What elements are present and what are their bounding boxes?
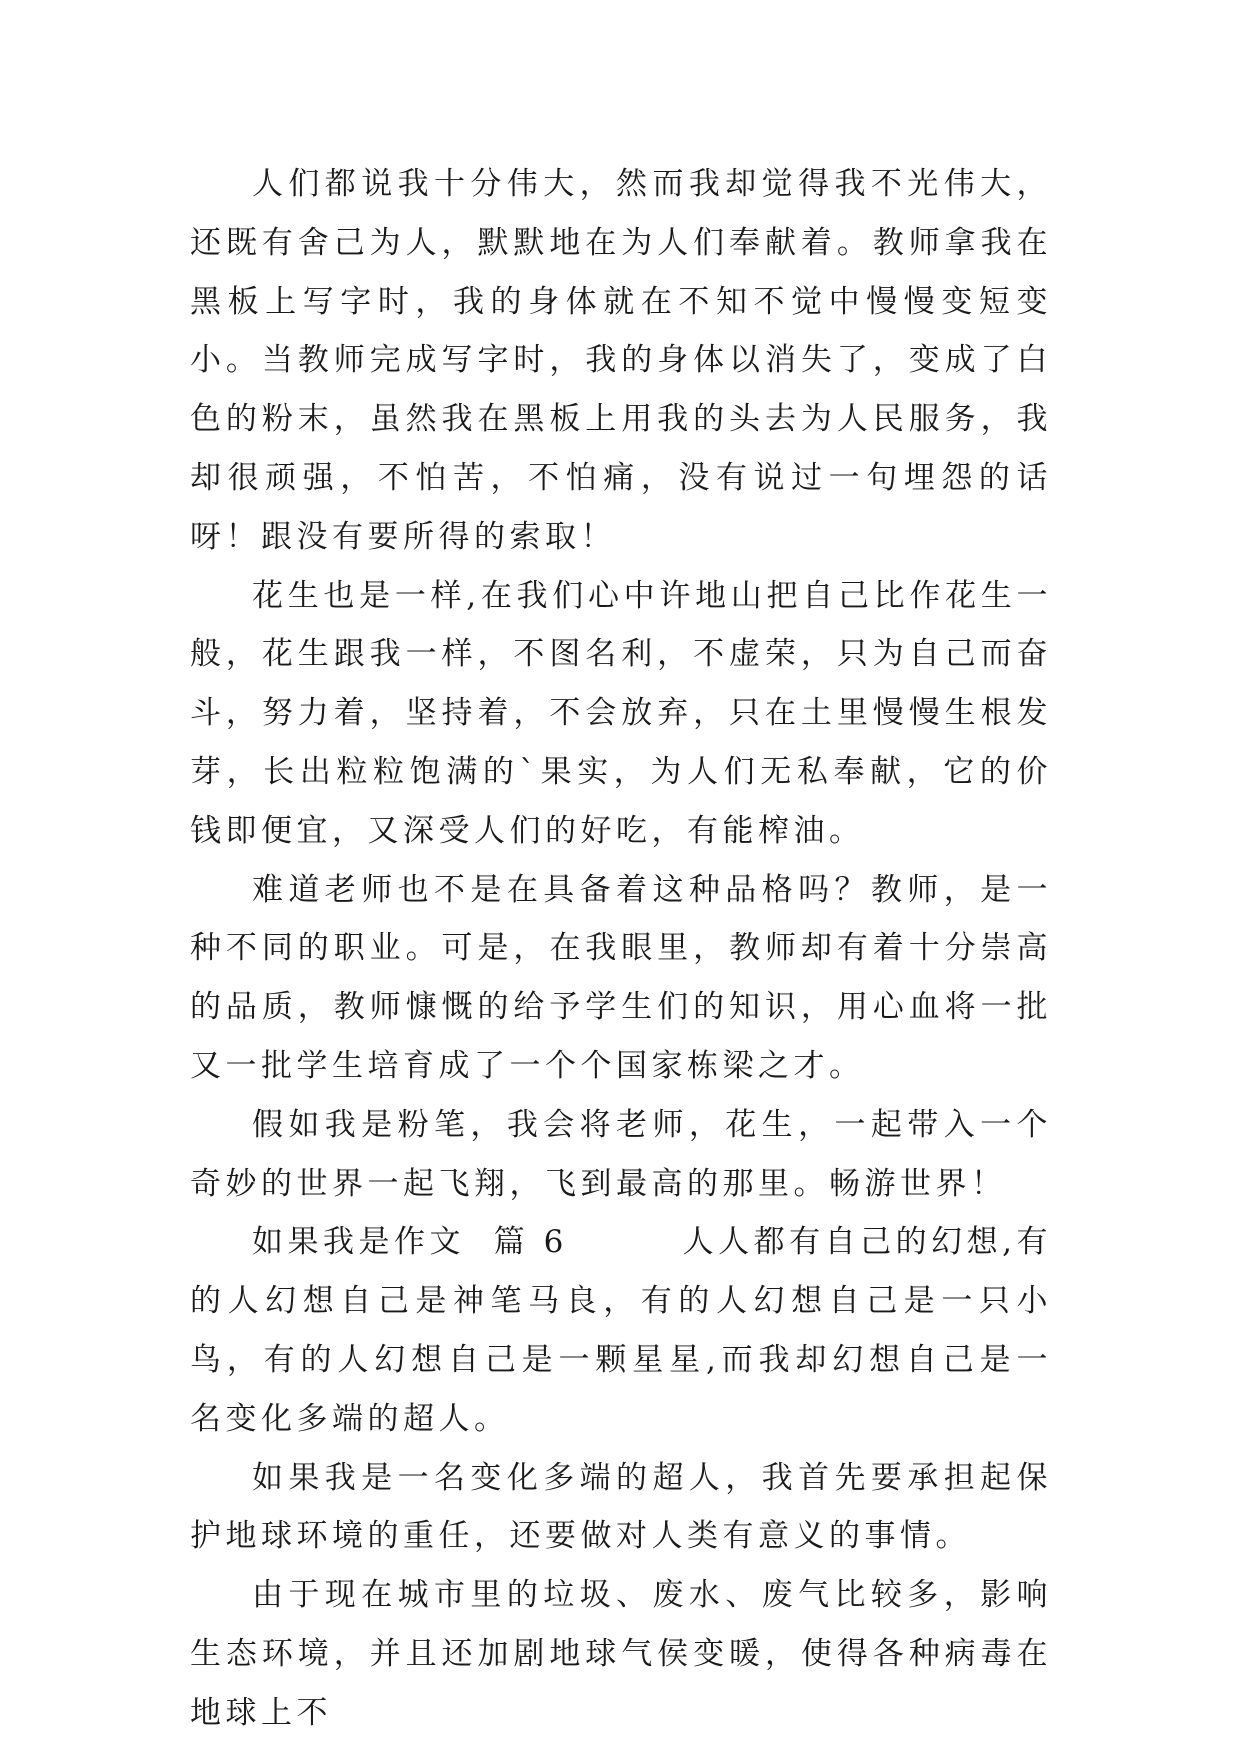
paragraph: 如果我是一名变化多端的超人，我首先要承担起保护地球环境的重任，还要做对人类有意义的事情。 [190, 1459, 1052, 1555]
paragraph: 假如我是粉笔，我会将老师，花生，一起带入一个奇妙的世界一起飞翔，飞到最高的那里。畅游世界！ [190, 1106, 1052, 1202]
paragraph: 人们都说我十分伟大，然而我却觉得我不光伟大，还既有舍己为人，默默地在为人们奉献着。教师拿我在黑板上写字时，我的身体就在不知不觉中慢慢变短变小。当教师完成写字时，我的身体以消失了，变成了白色的粉末，虽然我在黑板上用我的头去为人民服务，我却很顽强，不怕苦，不怕痛，没有说过一句埋怨的话呀！跟没有要所得的索取！ [190, 166, 1052, 555]
paragraph: 难道老师也不是在具备着这种品格吗？教师，是一种不同的职业。可是，在我眼里，教师却有着十分崇高的品质，教师慷慨的给予学生们的知识，用心血将一批又一批学生培育成了一个个国家栋梁之才。 [190, 871, 1052, 1084]
document-body [190, 155, 1052, 1743]
paragraph: 由于现在城市里的垃圾、废水、废气比较多，影响生态环境，并且还加剧地球气侯变暖，使得各种病毒在地球上不 [190, 1577, 1052, 1731]
paragraph: 花生也是一样,在我们心中许地山把自己比作花生一般，花生跟我一样，不图名利，不虚荣，只为自己而奋斗，努力着，坚持着，不会放弃，只在土里慢慢生根发芽，长出粒粒饱满的`果实，为人们无私奉献，它的价钱即便宜，又深受人们的好吃，有能榨油。 [190, 577, 1052, 849]
paragraph: 如果我是作文 篇 6 人人都有自己的幻想,有的人幻想自己是神笔马良，有的人幻想自己是一只小鸟，有的人幻想自己是一颗星星,而我却幻想自己是一名变化多端的超人。 [190, 1224, 1052, 1437]
